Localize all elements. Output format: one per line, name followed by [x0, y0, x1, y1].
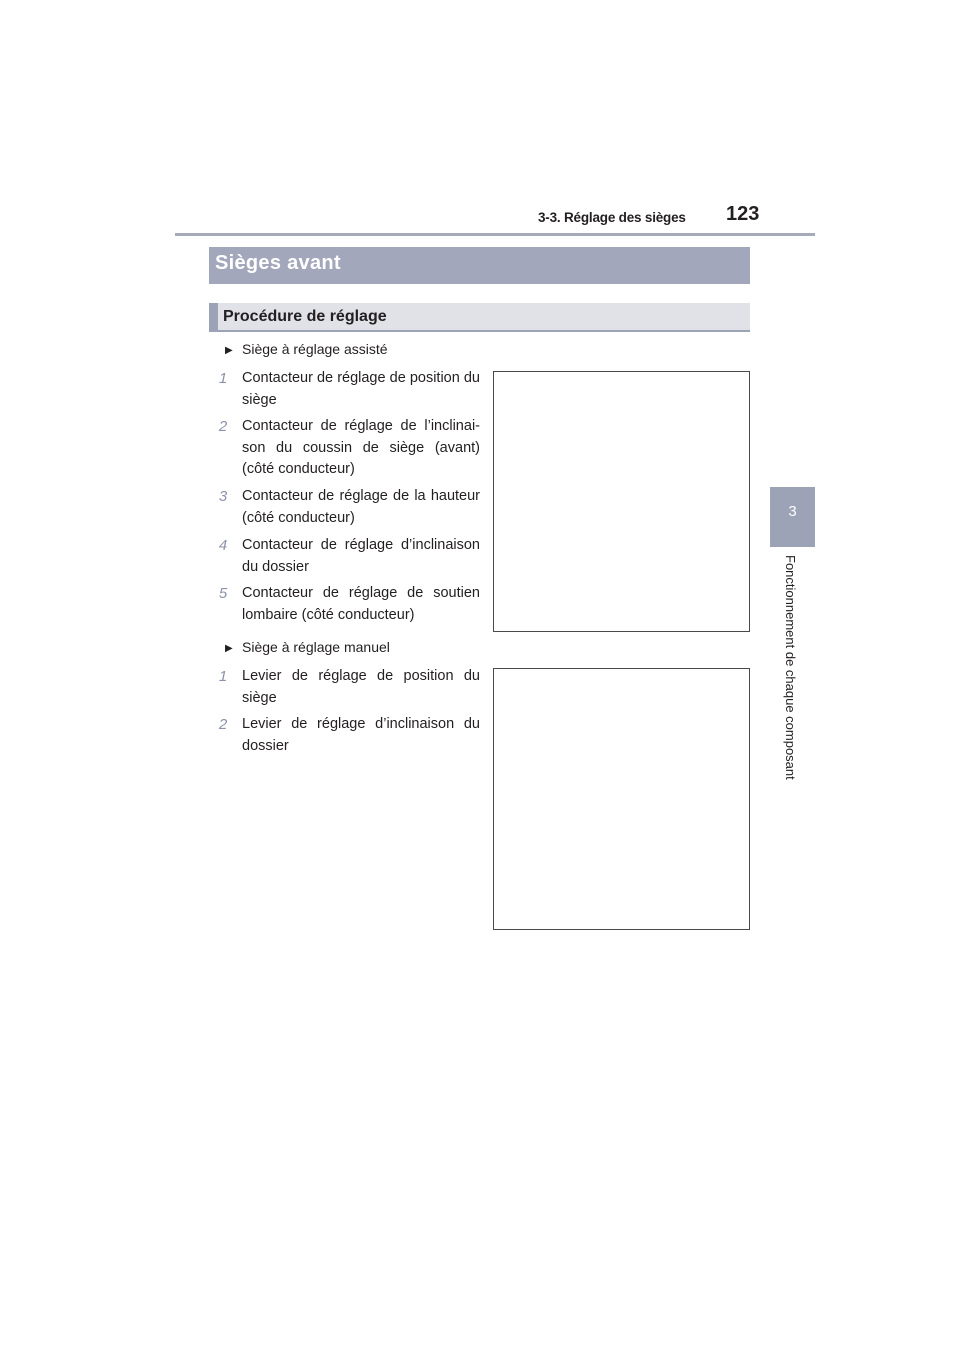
- subsection-accent: [209, 303, 218, 330]
- manual-seat-heading: [225, 639, 390, 655]
- section-header: 3-3. Réglage des sièges: [538, 210, 686, 225]
- triangle-bullet-icon: ▶: [225, 345, 233, 356]
- callout-number: 1: [218, 370, 228, 387]
- list-item: [214, 666, 480, 709]
- callout-number: 1: [218, 668, 228, 685]
- subsection-title: Procédure de réglage: [223, 308, 387, 325]
- power-seat-illustration: [493, 371, 750, 632]
- list-item-text: Contacteur de réglage d’inclinaison du dossier: [242, 537, 480, 575]
- callout-number: 3: [218, 488, 228, 505]
- list-item-text: Contacteur de réglage de la hauteur (côté conducteur): [242, 488, 480, 526]
- chapter-number: 3: [788, 503, 797, 520]
- power-seat-heading-label: Siège à réglage assisté: [242, 341, 388, 357]
- power-seat-heading: [225, 341, 388, 357]
- manual-seat-heading-label: Siège à réglage manuel: [242, 639, 390, 655]
- list-item: [214, 535, 480, 578]
- page-number: 123: [726, 203, 760, 225]
- header-divider: [175, 233, 815, 236]
- callout-number: 2: [218, 418, 228, 435]
- triangle-bullet-icon: ▶: [225, 643, 233, 654]
- list-item: [214, 486, 480, 529]
- callout-number: 5: [218, 585, 228, 602]
- list-item: [214, 368, 480, 411]
- manual-seat-illustration: [493, 668, 750, 930]
- list-item: [214, 714, 480, 757]
- list-item-text: Levier de réglage d’inclinaison du dossier: [242, 716, 480, 754]
- list-item-text: Levier de réglage de position du siège: [242, 668, 480, 706]
- list-item: [214, 583, 480, 626]
- list-item-text: Contacteur de réglage de position du siège: [242, 370, 480, 408]
- list-item: [214, 416, 480, 481]
- section-title: Sièges avant: [215, 252, 341, 274]
- subsection-underline: [209, 330, 750, 332]
- chapter-title: Fonctionnement de chaque composant: [783, 555, 798, 780]
- list-item-text: Contacteur de réglage de l’inclinai-son du coussin de siège (avant) (côté conducteur): [242, 418, 480, 477]
- list-item-text: Contacteur de réglage de soutien lombaire (côté conducteur): [242, 585, 480, 623]
- callout-number: 2: [218, 716, 228, 733]
- callout-number: 4: [218, 537, 228, 554]
